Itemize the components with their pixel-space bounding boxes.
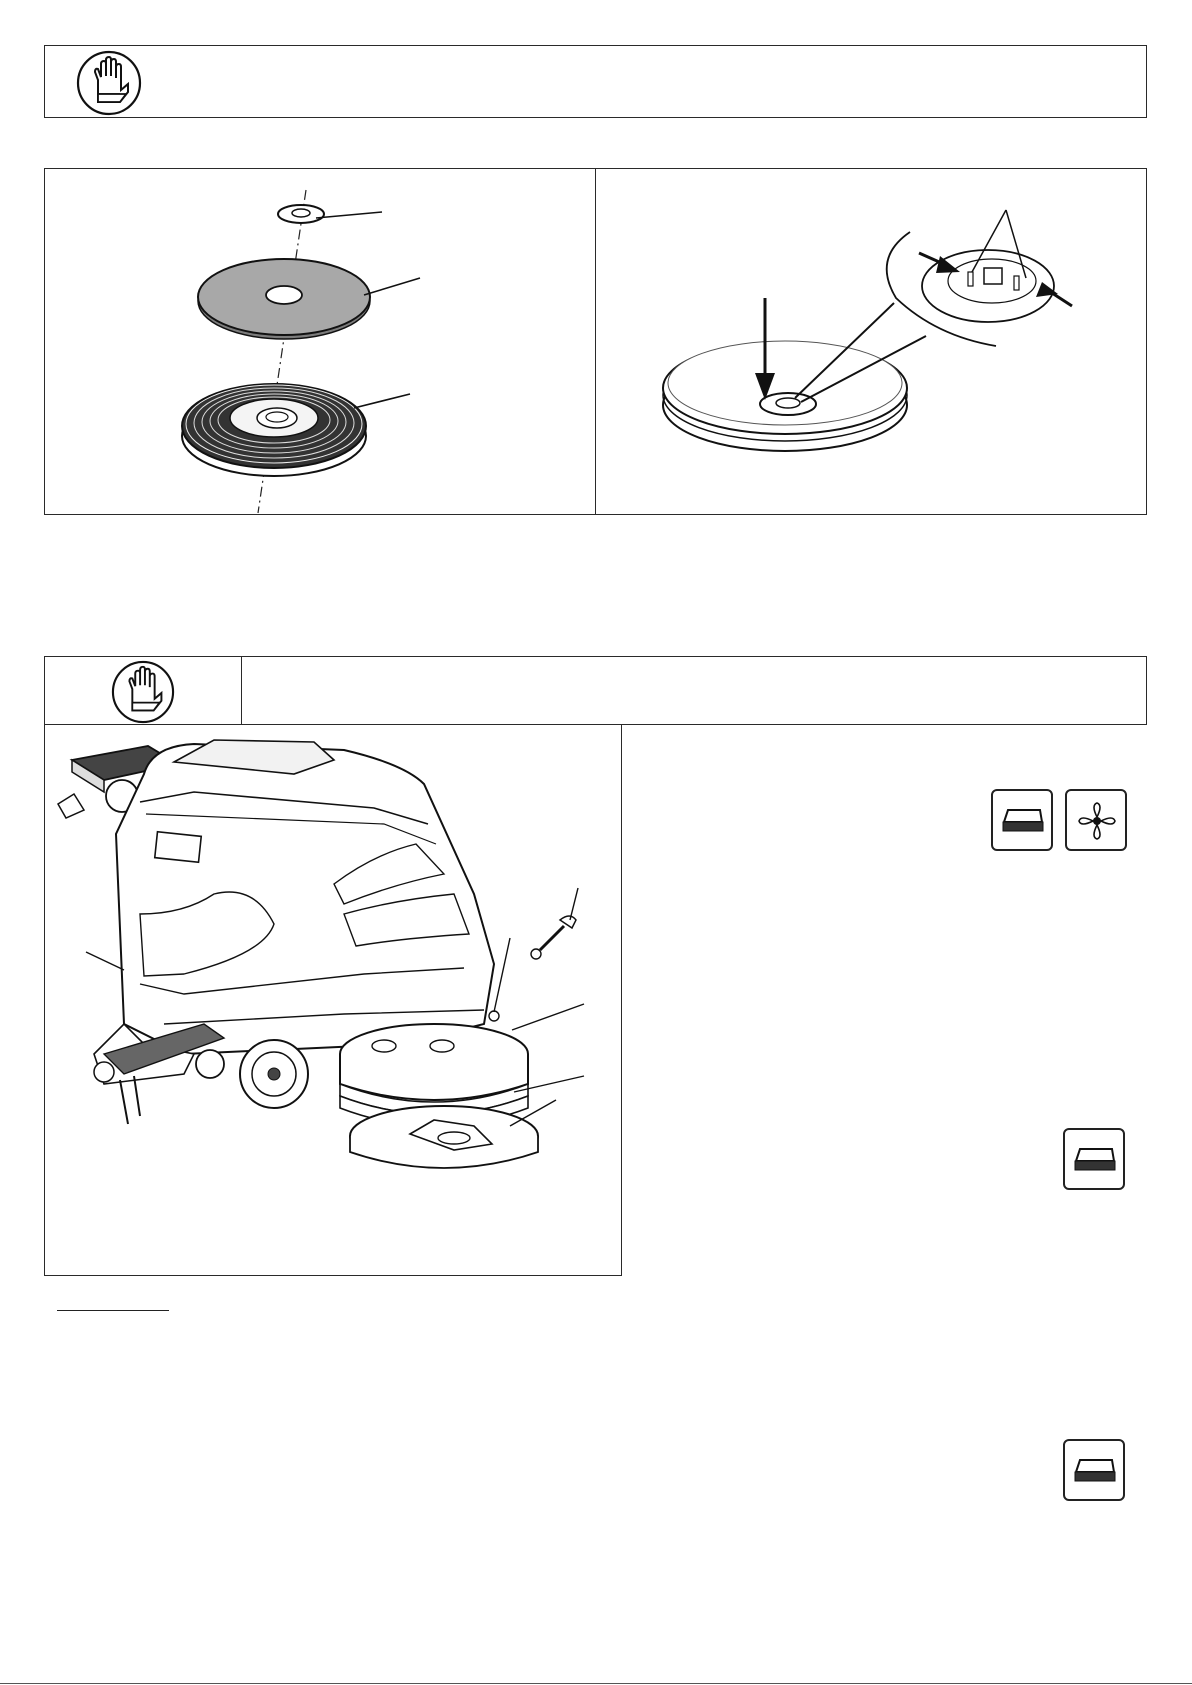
wrench — [531, 888, 578, 959]
centre-lock-detail — [887, 210, 1054, 346]
header-divider — [241, 656, 242, 725]
warning-header-box-1 — [44, 45, 1147, 118]
abrasive-pad — [198, 259, 420, 339]
page-footer-rule — [0, 1683, 1192, 1684]
protective-gloves-icon — [111, 660, 175, 724]
scrubber-dryer-machine-figure — [44, 724, 622, 1276]
pad-assembly-exploded-figure — [44, 168, 595, 515]
pad-holder-disc — [663, 341, 907, 451]
brush-button-icon — [1063, 1128, 1125, 1190]
pad-holder-centre-lock — [278, 205, 382, 223]
brush-button-icon — [991, 789, 1053, 851]
pad-holder-lock-figure — [596, 168, 1147, 515]
brush-button-icon — [1063, 1439, 1125, 1501]
section-heading-underline — [57, 1310, 169, 1311]
pad-holder-disc — [182, 384, 410, 476]
protective-gloves-icon — [76, 50, 142, 116]
vacuum-fan-button-icon — [1065, 789, 1127, 851]
warning-header-box-2 — [44, 656, 1147, 725]
